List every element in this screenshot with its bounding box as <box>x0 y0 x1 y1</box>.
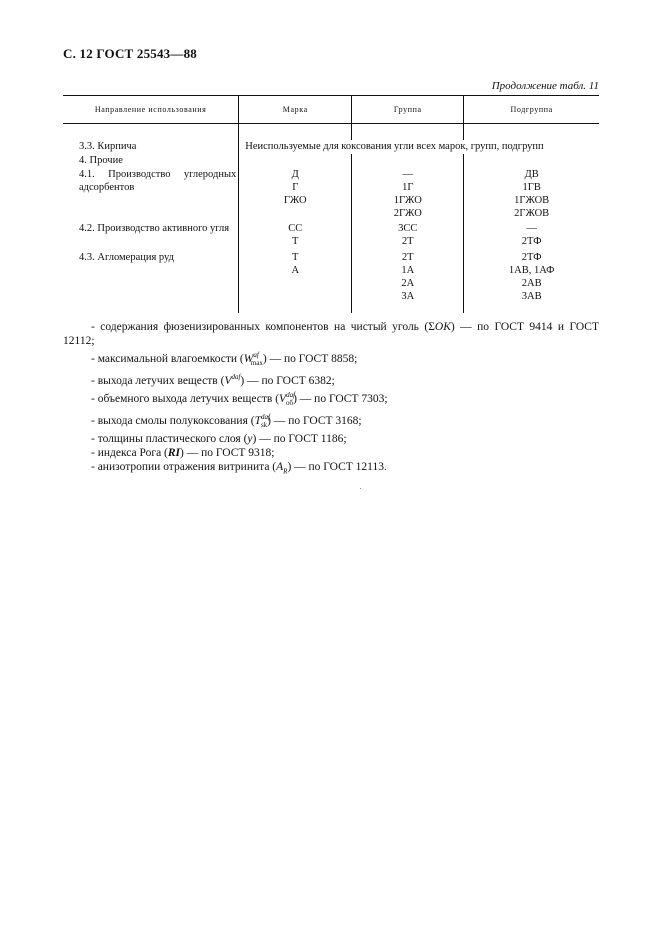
column-header-group: Группа <box>352 96 464 124</box>
column-header-subgroup: Подгруппа <box>464 96 599 124</box>
cell-usage: 4.1. Производство углеродных адсорбентов <box>79 169 237 193</box>
cell-mark: Т А <box>239 248 352 303</box>
list-item: - содержания фюзенизированных компонентов на чистый уголь (ΣOK) — по ГОСТ 9414 и ГОСТ 12112; <box>63 321 599 347</box>
cell-subgroup: — 2ТФ <box>464 220 599 248</box>
list-item: - максимальной влагоемкости $(W^{af}_{max})$ — по ГОСТ 8858; <box>91 351 358 368</box>
cell-usage: 4.2. Производство активного угля <box>79 223 230 234</box>
cell-mark: Д Г ГЖО <box>239 168 352 220</box>
table-row <box>63 154 599 168</box>
cell-usage: 4.3. Агломерация руд <box>79 252 174 263</box>
column-header-usage: Направление использования <box>63 96 239 124</box>
cell-subgroup: 2ТФ 1АВ, 1АФ 2АВ 3АВ <box>464 248 599 303</box>
method-reference-list <box>63 320 599 479</box>
list-item: - индекса Рога (RI) — по ГОСТ 9318; <box>91 447 275 460</box>
table-row <box>63 220 599 248</box>
cell-group: — 1Г 1ГЖО 2ГЖО <box>352 168 464 220</box>
table-row <box>63 168 599 220</box>
list-item: - толщины пластического слоя (y) — по ГОСТ 1186; <box>91 433 347 446</box>
cell-usage: 3.3. Кирпича <box>79 141 137 152</box>
data-table <box>63 95 599 313</box>
table-row <box>63 248 599 303</box>
cell-group: 3СС 2Т <box>352 220 464 248</box>
table-continuation-label: Продолжение табл. 11 <box>491 80 599 92</box>
list-item: - выхода летучих веществ $(V^{daf})$ — по ГОСТ 6382; <box>91 373 335 387</box>
list-item: - объемного выхода летучих веществ $(V^{daf}_{об})$ — по ГОСТ 7303; <box>91 390 388 408</box>
list-item: - анизотропии отражения витринита $(A_R)$ — по ГОСТ 12113. <box>91 461 387 476</box>
page-header: С. 12 ГОСТ 25543—88 <box>63 46 197 61</box>
cell-usage: 4. Прочие <box>79 155 123 166</box>
column-header-mark: Марка <box>239 96 352 124</box>
scan-speck <box>360 488 361 489</box>
cell-subgroup: ДВ 1ГВ 1ГЖОВ 2ГЖОВ <box>464 168 599 220</box>
cell-merged-note: Неиспользуемые для коксования угли всех марок, групп, подгрупп <box>239 140 599 154</box>
list-item: - выхода смолы полукоксования $(T^{daf}_{sk})$ — по ГОСТ 3168; <box>91 413 362 430</box>
cell-mark: СС Т <box>239 220 352 248</box>
table-header-row <box>63 96 599 124</box>
table-row <box>63 140 599 154</box>
cell-group: 2Т 1А 2А 3А <box>352 248 464 303</box>
